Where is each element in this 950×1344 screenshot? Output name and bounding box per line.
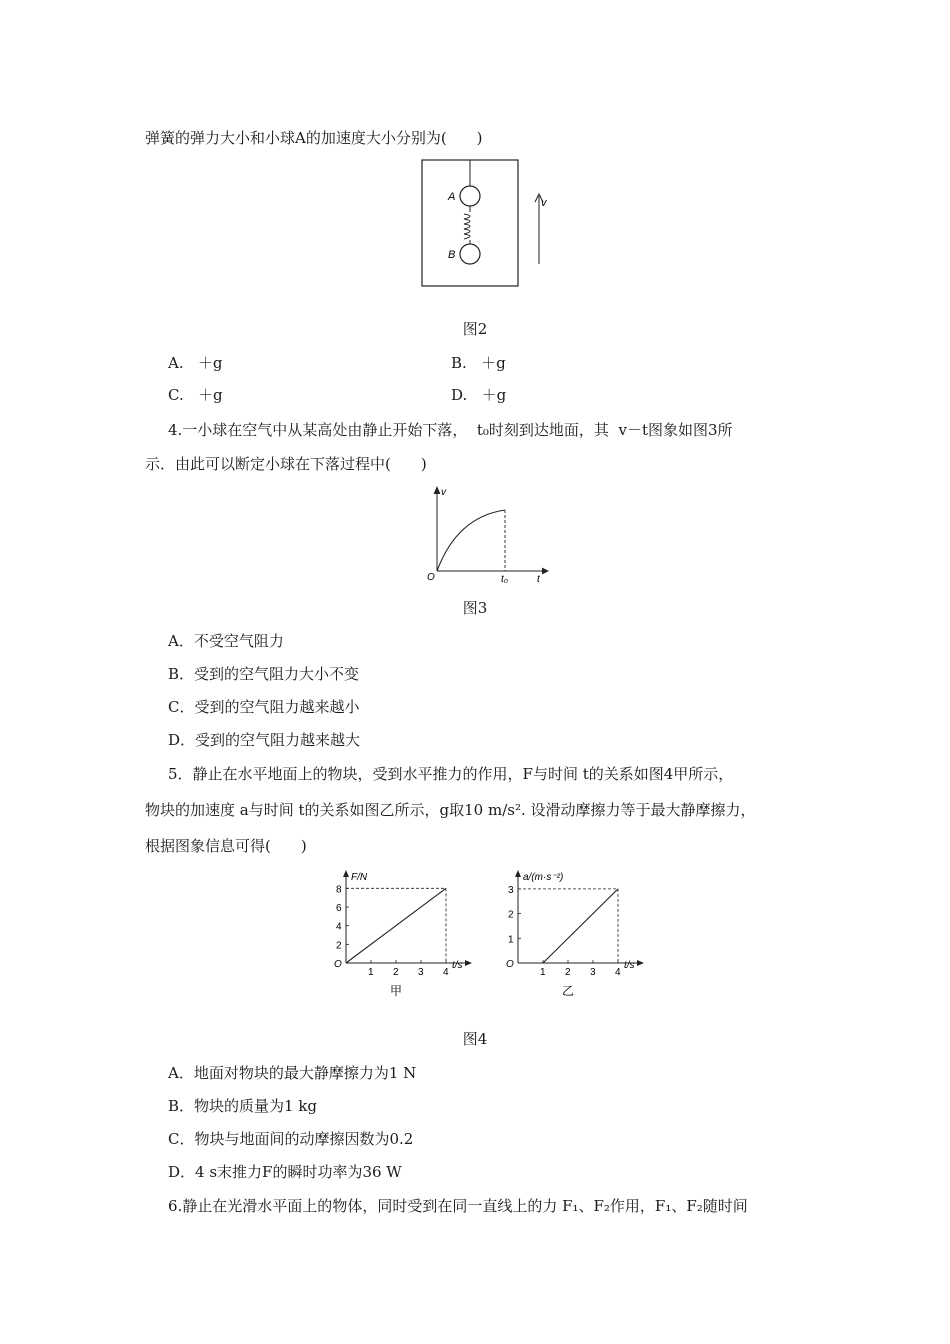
chart0-x-tick-label: 4 bbox=[443, 967, 449, 978]
q5-option-c: C．物块与地面间的动摩擦因数为0.2 bbox=[168, 1130, 414, 1148]
q5-stem-line1: 5．静止在水平地面上的物块，受到水平推力的作用，F与时间 t的关系如图4甲所示， bbox=[168, 765, 734, 783]
q5-stem-line3: 根据图象信息可得( ) bbox=[145, 837, 307, 855]
t0-label: t₀ bbox=[501, 574, 508, 585]
chart0-x-tick-label: 3 bbox=[418, 967, 424, 978]
q4-stem-line1: 4.一小球在空气中从某高处由静止开始下落， t₀时刻到达地面，其 v－t图象如图3所 bbox=[168, 421, 733, 439]
chart1-series-line bbox=[543, 889, 618, 963]
chart0-y-axis-label: F/N bbox=[351, 872, 368, 883]
chart0-x-tick-label: 2 bbox=[393, 967, 399, 978]
chart0-origin-label: O bbox=[334, 959, 342, 970]
q4-option-a: A．不受空气阻力 bbox=[168, 632, 284, 650]
chart1-y-tick-label: 1 bbox=[508, 934, 514, 946]
chart0-y-tick-label: 8 bbox=[336, 884, 342, 896]
chart0-y-axis-arrow bbox=[343, 870, 349, 877]
chart1-y-axis-label: a/(m·s⁻²) bbox=[523, 872, 564, 883]
q4-option-c: C．受到的空气阻力越来越小 bbox=[168, 698, 360, 716]
chart0-y-tick-label: 6 bbox=[336, 903, 342, 914]
q3-option-d: D. ＋g bbox=[451, 386, 507, 404]
q5-stem-line2: 物块的加速度 a与时间 t的关系如图乙所示，g取10 m/s². 设滑动摩擦力等于最大静摩擦力， bbox=[145, 801, 756, 819]
chart1-origin-label: O bbox=[506, 959, 514, 970]
figure2-caption: 图2 bbox=[462, 320, 488, 338]
chart1-y-axis-arrow bbox=[515, 870, 521, 877]
chart1-x-tick-label: 1 bbox=[540, 967, 546, 978]
chart1-x-axis-arrow bbox=[637, 960, 644, 966]
chart0-x-axis-label: t/s bbox=[452, 960, 463, 971]
chart1-title: 乙 bbox=[562, 984, 575, 998]
q3-stem: 弹簧的弹力大小和小球A的加速度大小分别为( ) bbox=[145, 129, 483, 147]
figure4-caption: 图4 bbox=[462, 1030, 488, 1048]
label-B: B bbox=[448, 249, 456, 261]
axis-v-label: v bbox=[441, 487, 446, 498]
chart1-y-tick-label: 3 bbox=[508, 884, 514, 896]
chart1-y-tick-label: 2 bbox=[508, 909, 514, 921]
chart-f-vs-t bbox=[328, 866, 478, 998]
q6-stem-line1: 6.静止在光滑水平面上的物体，同时受到在同一直线上的力 F₁、F₂作用，F₁、F₂随时间 bbox=[168, 1197, 748, 1215]
q5-option-b: B．物块的质量为1 kg bbox=[168, 1097, 318, 1115]
chart0-y-tick-label: 2 bbox=[336, 940, 342, 952]
spring-figure bbox=[418, 158, 558, 292]
chart0-title: 甲 bbox=[390, 984, 403, 998]
chart1-x-tick-label: 2 bbox=[565, 967, 571, 978]
q3-option-a: A. ＋g bbox=[168, 354, 223, 372]
q3-option-b: B. ＋g bbox=[451, 354, 506, 372]
chart0-series-line bbox=[346, 888, 446, 963]
chart-a-vs-t bbox=[500, 866, 650, 998]
chart0-x-axis-arrow bbox=[465, 960, 472, 966]
chart1-x-axis-label: t/s bbox=[624, 960, 635, 971]
chart0-y-tick-label: 4 bbox=[336, 921, 342, 933]
label-A: A bbox=[448, 191, 456, 203]
q4-stem-line2: 示．由此可以断定小球在下落过程中( ) bbox=[145, 455, 427, 473]
q5-option-d: D．4 s末推力F的瞬时功率为36 W bbox=[168, 1163, 402, 1181]
label-v: v bbox=[541, 197, 547, 209]
chart1-x-tick-label: 4 bbox=[615, 967, 621, 978]
chart1-x-tick-label: 3 bbox=[590, 967, 596, 978]
q4-option-b: B．受到的空气阻力大小不变 bbox=[168, 665, 360, 683]
vt-graph bbox=[423, 483, 553, 587]
origin-label: O bbox=[427, 572, 435, 583]
q4-option-d: D．受到的空气阻力越来越大 bbox=[168, 731, 361, 749]
chart0-x-tick-label: 1 bbox=[368, 967, 374, 978]
figure3-caption: 图3 bbox=[462, 599, 488, 617]
q5-option-a: A．地面对物块的最大静摩擦力为1 N bbox=[168, 1064, 417, 1082]
axis-t-label: t bbox=[537, 574, 540, 585]
q3-option-c: C. ＋g bbox=[168, 386, 223, 404]
